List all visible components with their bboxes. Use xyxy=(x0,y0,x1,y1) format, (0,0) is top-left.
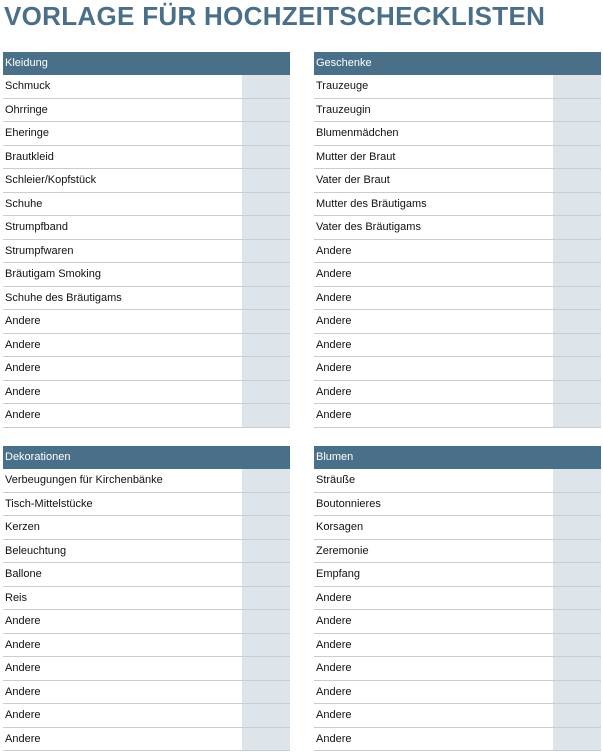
checklist-row xyxy=(3,193,290,217)
checklist-item-label: Andere xyxy=(316,685,352,698)
checklist-checkbox[interactable] xyxy=(242,634,290,657)
checklist-row xyxy=(314,99,601,123)
checklist-checkbox[interactable] xyxy=(553,381,601,404)
checklist-row xyxy=(3,704,290,728)
section-dekorationen xyxy=(3,446,290,751)
checklist-checkbox[interactable] xyxy=(242,146,290,169)
checklist-item-label: Schleier/Kopfstück xyxy=(5,174,97,186)
checklist-row xyxy=(314,146,601,170)
checklist-checkbox[interactable] xyxy=(553,610,601,633)
checklist-checkbox[interactable] xyxy=(553,75,601,98)
checklist-item-label: Kerzen xyxy=(5,521,40,533)
checklist-checkbox[interactable] xyxy=(242,75,290,98)
checklist-checkbox[interactable] xyxy=(242,516,290,539)
checklist-checkbox[interactable] xyxy=(242,193,290,216)
checklist-item-label: Zeremonie xyxy=(316,544,369,557)
checklist-row xyxy=(314,728,601,752)
checklist-checkbox[interactable] xyxy=(242,704,290,727)
checklist-row xyxy=(314,122,601,146)
checklist-checkbox[interactable] xyxy=(553,240,601,263)
section-header: Dekorationen xyxy=(3,446,290,469)
checklist-row xyxy=(314,493,601,517)
checklist-row xyxy=(314,169,601,193)
checklist-checkbox[interactable] xyxy=(553,263,601,286)
checklist-item-label: Empfang xyxy=(316,568,361,580)
checklist-item-label: Strumpfband xyxy=(5,221,68,233)
checklist-row xyxy=(3,99,290,123)
checklist-item-label: Ballone xyxy=(5,568,42,580)
checklist-row xyxy=(314,681,601,705)
checklist-item-label: Brautkleid xyxy=(5,150,54,163)
checklist-row xyxy=(314,610,601,634)
checklist-row xyxy=(314,75,601,99)
checklist-checkbox[interactable] xyxy=(553,563,601,586)
checklist-row xyxy=(3,469,290,493)
checklist-checkbox[interactable] xyxy=(242,287,290,310)
checklist-checkbox[interactable] xyxy=(553,334,601,357)
checklist-item-label: Trauzeuge xyxy=(316,80,369,92)
checklist-row xyxy=(3,728,290,752)
checklist-checkbox[interactable] xyxy=(242,469,290,492)
checklist-checkbox[interactable] xyxy=(242,169,290,192)
checklist-item-label: Andere xyxy=(5,615,41,627)
checklist-item-label: Mutter der Braut xyxy=(316,150,396,163)
checklist-item-label: Andere xyxy=(316,362,352,374)
checklist-checkbox[interactable] xyxy=(553,704,601,727)
checklist-row xyxy=(3,681,290,705)
checklist-row xyxy=(3,404,290,428)
checklist-checkbox[interactable] xyxy=(553,587,601,610)
checklist-row xyxy=(3,310,290,334)
checklist-item-label: Andere xyxy=(5,638,41,651)
checklist-checkbox[interactable] xyxy=(553,681,601,704)
checklist-row xyxy=(3,493,290,517)
checklist-checkbox[interactable] xyxy=(553,310,601,333)
checklist-checkbox[interactable] xyxy=(553,469,601,492)
checklist-checkbox[interactable] xyxy=(553,216,601,239)
checklist-item-label: Ohrringe xyxy=(5,103,48,116)
checklist-item-label: Reis xyxy=(5,591,28,604)
checklist-row xyxy=(3,287,290,311)
checklist-item-label: Vater des Bräutigams xyxy=(316,221,421,233)
checklist-item-label: Beleuchtung xyxy=(5,544,67,557)
checklist-checkbox[interactable] xyxy=(242,728,290,751)
checklist-item-label: Korsagen xyxy=(316,521,364,533)
checklist-item-label: Andere xyxy=(5,315,41,327)
checklist-row xyxy=(3,122,290,146)
checklist-item-label: Andere xyxy=(316,591,352,604)
checklist-checkbox[interactable] xyxy=(242,681,290,704)
checklist-item-label: Andere xyxy=(316,291,352,304)
checklist-checkbox[interactable] xyxy=(553,169,601,192)
checklist-item-label: Andere xyxy=(5,362,41,374)
checklist-checkbox[interactable] xyxy=(553,146,601,169)
checklist-checkbox[interactable] xyxy=(242,587,290,610)
checklist-checkbox[interactable] xyxy=(553,404,601,427)
section-header: Blumen xyxy=(314,446,601,469)
checklist-item-label: Blumenmädchen xyxy=(316,127,399,139)
checklist-checkbox[interactable] xyxy=(553,122,601,145)
checklist-row xyxy=(3,169,290,193)
checklist-row xyxy=(3,146,290,170)
checklist-row xyxy=(314,240,601,264)
checklist-checkbox[interactable] xyxy=(553,728,601,751)
checklist-item-label: Eheringe xyxy=(5,127,50,139)
checklist-item-label: Andere xyxy=(316,709,352,721)
checklist-item-label: Andere xyxy=(5,709,41,721)
checklist-row xyxy=(3,75,290,99)
checklist-item-label: Boutonnieres xyxy=(316,497,381,510)
checklist-item-label: Strumpfwaren xyxy=(5,244,74,257)
checklist-checkbox[interactable] xyxy=(242,540,290,563)
checklist-item-label: Andere xyxy=(5,385,41,398)
checklist-row xyxy=(314,516,601,540)
checklist-item-label: Andere xyxy=(5,685,41,698)
checklist-row xyxy=(3,240,290,264)
checklist-checkbox[interactable] xyxy=(553,99,601,122)
checklist-row xyxy=(314,216,601,240)
checklist-row xyxy=(3,587,290,611)
checklist-checkbox[interactable] xyxy=(242,263,290,286)
checklist-item-label: Mutter des Bräutigams xyxy=(316,197,427,210)
checklist-row xyxy=(3,563,290,587)
checklist-row xyxy=(3,540,290,564)
checklist-item-label: Andere xyxy=(316,315,352,327)
checklist-item-label: Sträuße xyxy=(316,474,356,486)
checklist-item-label: Andere xyxy=(316,732,352,745)
checklist-item-label: Andere xyxy=(316,268,352,280)
checklist-checkbox[interactable] xyxy=(242,240,290,263)
section-header: Geschenke xyxy=(314,52,601,75)
checklist-item-label: Andere xyxy=(5,662,41,674)
page-title: VORLAGE FÜR HOCHZEITSCHECKLISTEN xyxy=(4,1,546,31)
checklist-checkbox[interactable] xyxy=(553,287,601,310)
checklist-row xyxy=(314,357,601,381)
checklist-row xyxy=(314,634,601,658)
checklist-item-label: Verbeugungen für Kirchenbänke xyxy=(5,474,163,486)
checklist-item-label: Vater der Braut xyxy=(316,174,390,186)
checklist-item-label: Schuhe xyxy=(5,197,43,210)
checklist-checkbox[interactable] xyxy=(553,540,601,563)
checklist-checkbox[interactable] xyxy=(553,493,601,516)
checklist-row xyxy=(3,634,290,658)
checklist-item-label: Andere xyxy=(316,409,352,421)
checklist-checkbox[interactable] xyxy=(553,634,601,657)
checklist-checkbox[interactable] xyxy=(242,216,290,239)
section-kleidung xyxy=(3,52,290,428)
checklist-row xyxy=(3,357,290,381)
checklist-row xyxy=(314,287,601,311)
checklist-item-label: Andere xyxy=(5,338,41,351)
checklist-row xyxy=(314,381,601,405)
checklist-row xyxy=(314,704,601,728)
checklist-checkbox[interactable] xyxy=(553,357,601,380)
checklist-item-label: Trauzeugin xyxy=(316,103,371,116)
checklist-checkbox[interactable] xyxy=(242,99,290,122)
checklist-row xyxy=(314,404,601,428)
checklist-row xyxy=(314,563,601,587)
section-geschenke xyxy=(314,52,601,428)
checklist-row xyxy=(314,657,601,681)
checklist-item-label: Andere xyxy=(316,615,352,627)
checklist-item-label: Andere xyxy=(316,244,352,257)
checklist-checkbox[interactable] xyxy=(553,657,601,680)
checklist-item-label: Andere xyxy=(316,385,352,398)
checklist-row xyxy=(3,216,290,240)
checklist-row xyxy=(314,587,601,611)
checklist-item-label: Schmuck xyxy=(5,80,51,92)
checklist-row xyxy=(3,610,290,634)
checklist-item-label: Andere xyxy=(316,338,352,351)
checklist-checkbox[interactable] xyxy=(242,493,290,516)
checklist-checkbox[interactable] xyxy=(242,404,290,427)
checklist-checkbox[interactable] xyxy=(242,357,290,380)
checklist-checkbox[interactable] xyxy=(553,193,601,216)
checklist-item-label: Tisch-Mittelstücke xyxy=(5,497,93,510)
checklist-row xyxy=(3,334,290,358)
checklist-item-label: Andere xyxy=(5,732,41,745)
checklist-row xyxy=(3,657,290,681)
checklist-checkbox[interactable] xyxy=(242,122,290,145)
section-header: Kleidung xyxy=(3,52,290,75)
checklist-checkbox[interactable] xyxy=(242,310,290,333)
checklist-row xyxy=(3,516,290,540)
checklist-checkbox[interactable] xyxy=(242,657,290,680)
checklist-row xyxy=(314,263,601,287)
checklist-checkbox[interactable] xyxy=(242,610,290,633)
checklist-item-label: Bräutigam Smoking xyxy=(5,268,101,280)
checklist-item-label: Andere xyxy=(316,638,352,651)
checklist-row xyxy=(314,310,601,334)
checklist-row xyxy=(3,263,290,287)
checklist-item-label: Schuhe des Bräutigams xyxy=(5,291,122,304)
checklist-checkbox[interactable] xyxy=(242,563,290,586)
checklist-checkbox[interactable] xyxy=(553,516,601,539)
checklist-checkbox[interactable] xyxy=(242,381,290,404)
checklist-row xyxy=(314,193,601,217)
section-blumen xyxy=(314,446,601,751)
checklist-row xyxy=(314,540,601,564)
checklist-item-label: Andere xyxy=(5,409,41,421)
checklist-row xyxy=(314,469,601,493)
checklist-row xyxy=(3,381,290,405)
checklist-row xyxy=(314,334,601,358)
checklist-checkbox[interactable] xyxy=(242,334,290,357)
checklist-item-label: Andere xyxy=(316,662,352,674)
